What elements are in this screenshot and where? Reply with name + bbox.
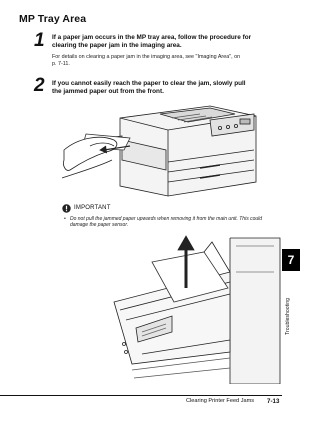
- step-2-text-line2: the jammed paper out from the front.: [52, 88, 164, 96]
- chapter-tab: 7: [282, 249, 300, 271]
- step-2-text: [52, 80, 246, 96]
- step-1-text-line2: clearing the paper jam in the imaging area.: [52, 42, 182, 50]
- important-text: [70, 216, 262, 229]
- step-1-text-line1: If a paper jam occurs in the MP tray area, follow the procedure for: [52, 34, 252, 41]
- step-1-subtext: [52, 54, 240, 68]
- section-title: MP Tray Area: [19, 13, 87, 25]
- step-1-sub-line1: For details on clearing a paper jam in the imaging area, see "Imaging Area", on: [52, 54, 241, 60]
- mp-tray-illustration: [112, 232, 284, 384]
- important-bullet: •: [64, 216, 66, 222]
- printer-jam-illustration: [60, 100, 260, 198]
- important-line2: damage the paper sensor.: [70, 222, 129, 229]
- footer-rule: [0, 395, 282, 396]
- important-line1: Do not pull the jammed paper upwards when removing it from the main unit. This could: [70, 216, 263, 222]
- important-icon: [62, 204, 71, 213]
- footer-page-number: 7-13: [267, 398, 280, 405]
- footer-title: Clearing Printer Feed Jams: [186, 398, 255, 404]
- important-label: IMPORTANT: [74, 205, 111, 211]
- step-2-text-line1: If you cannot easily reach the paper to clear the jam, slowly pull: [52, 80, 246, 87]
- step-1-number: 1: [34, 30, 45, 51]
- step-1-sub-line2: p. 7-11.: [52, 61, 70, 67]
- step-2-number: 2: [34, 75, 45, 96]
- side-section-label: Troubleshooting: [285, 297, 291, 335]
- step-1-text: [52, 34, 251, 50]
